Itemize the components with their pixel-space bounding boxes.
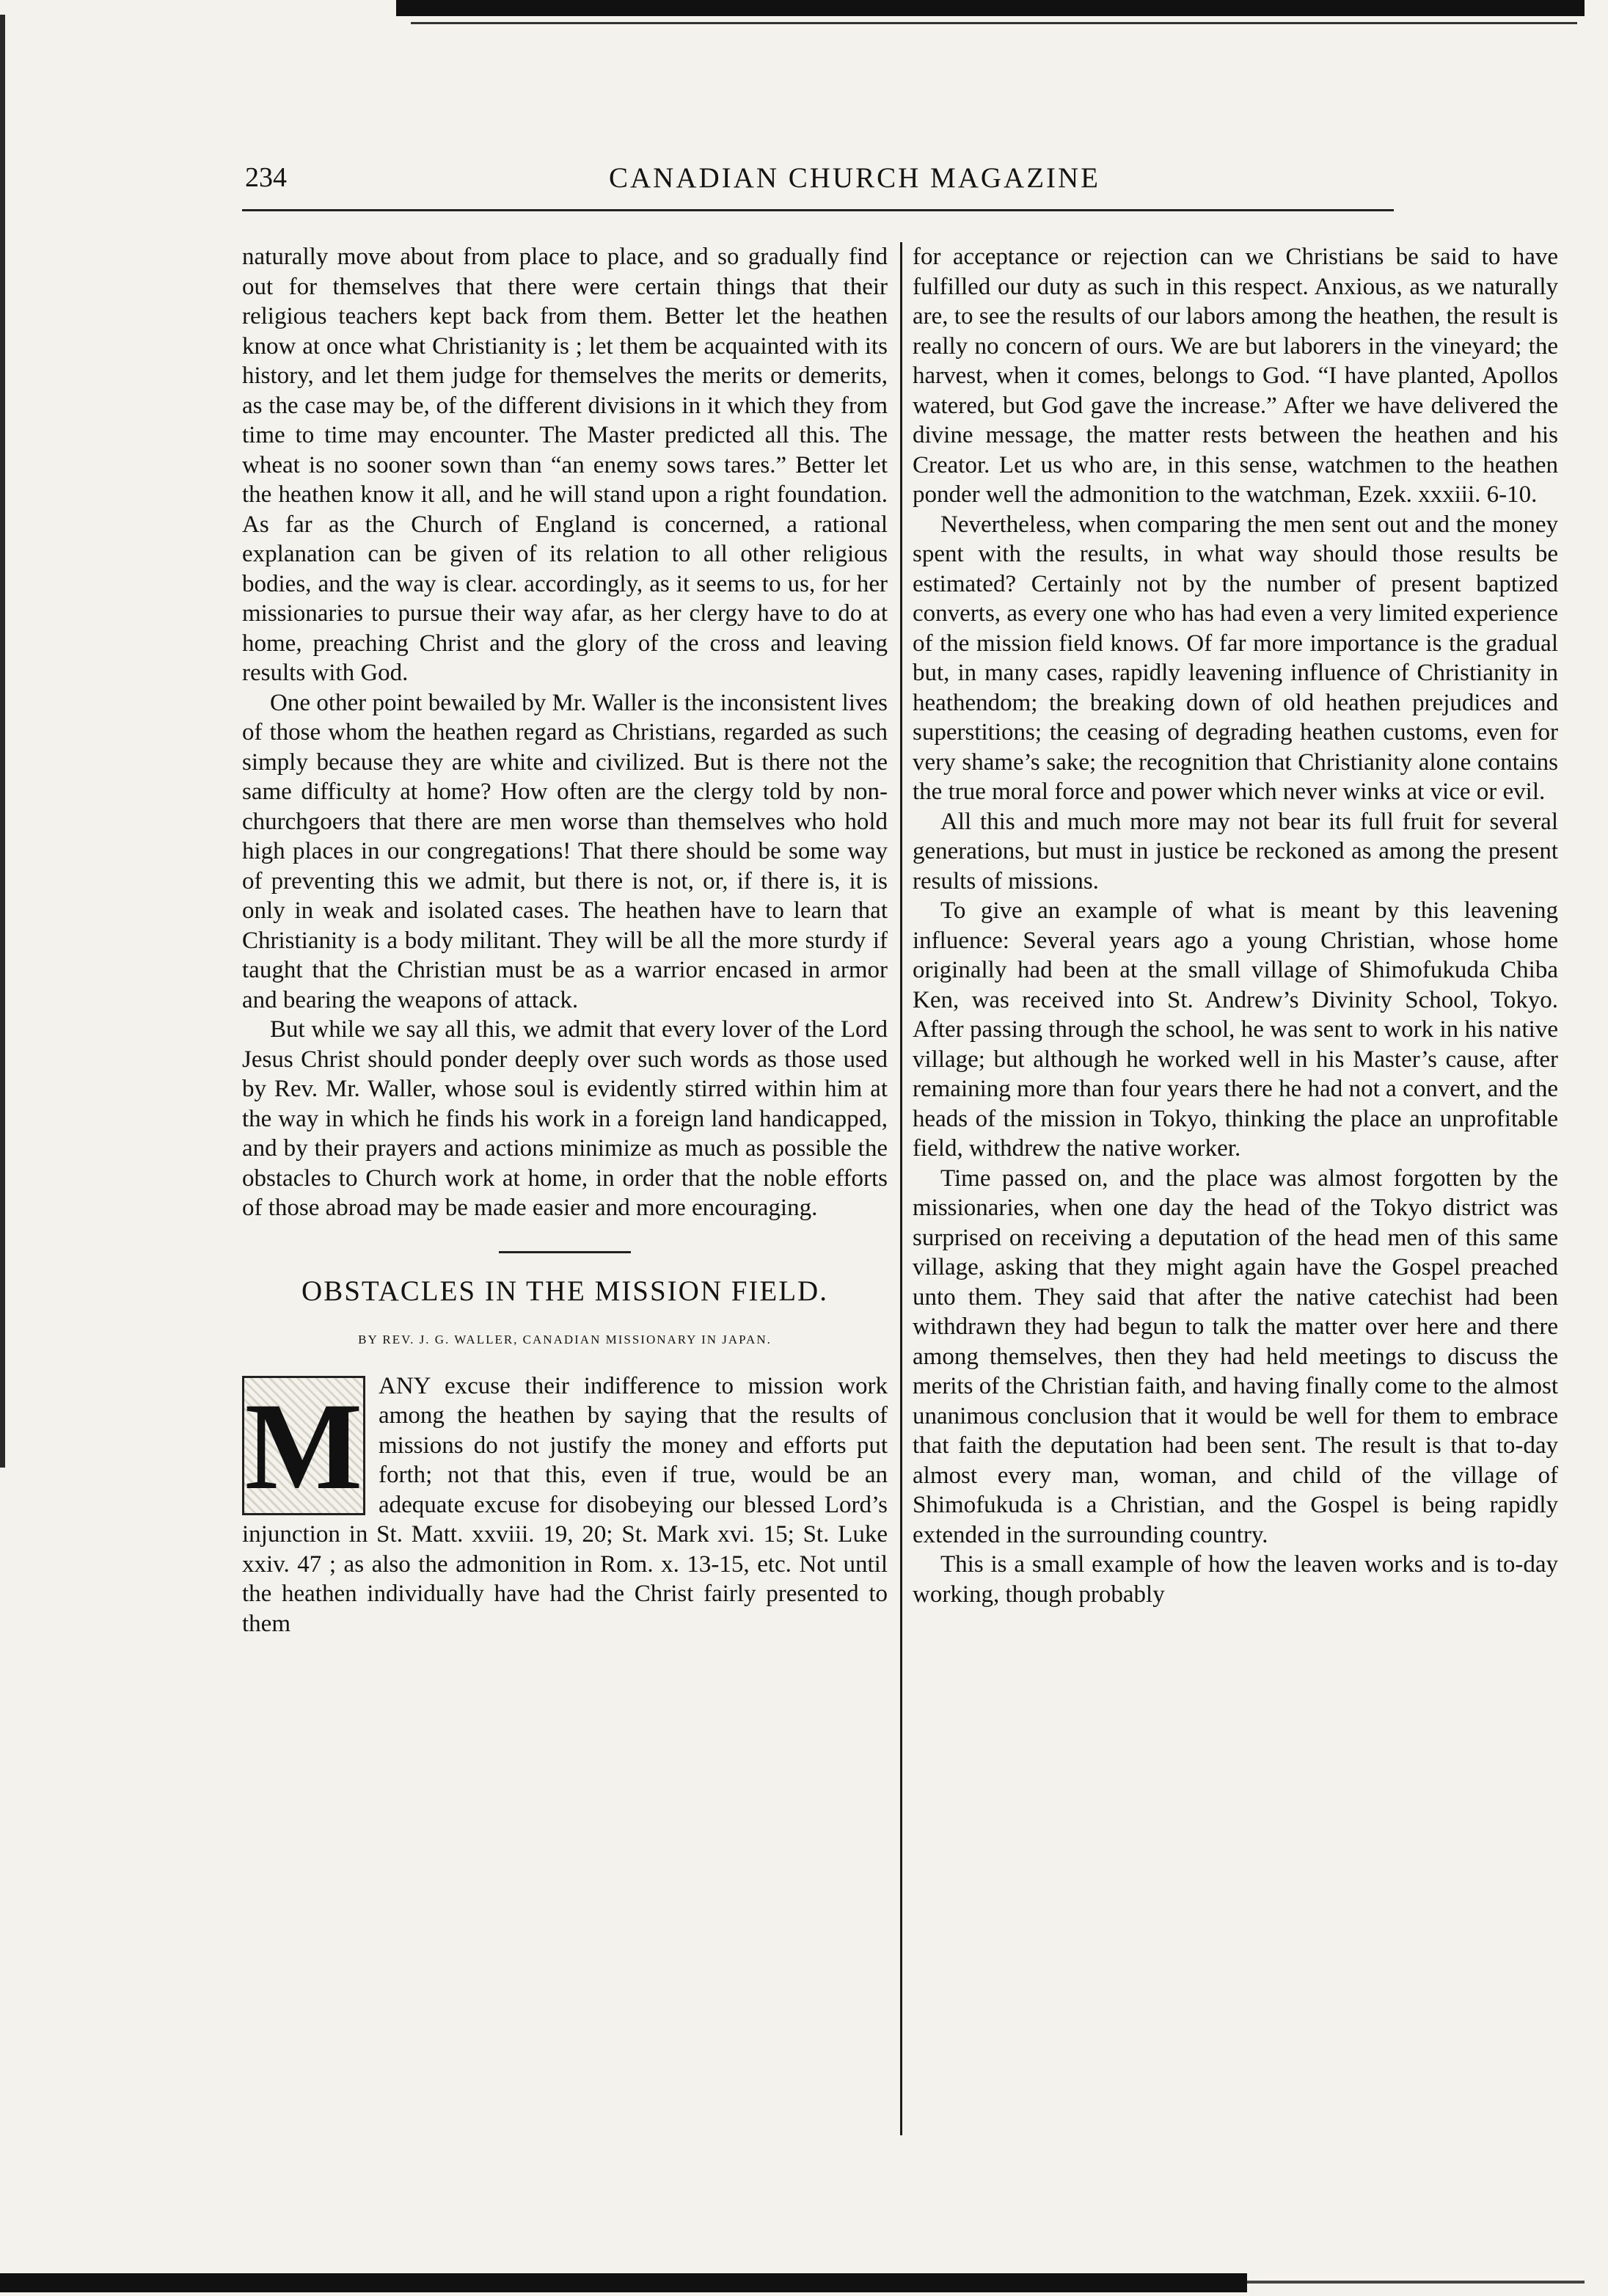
paragraph: To give an example of what is meant by this leavening influence: Several years ago a young Christian, whose home originally had been at the small village of Shimofukuda Chiba Ken, was received into St. Andrew’s Divinity School, Tokyo. After passing through the school, he was sent to work in his native village; but although he worked well in his Master’s cause, after remaining more than four years there he had not a convert, and the heads of the mission in Tokyo, thinking the place an unprofitable field, withdrew the native worker. bbox=[913, 897, 1558, 1162]
paragraph: naturally move about from place to place, and so gradually find out for themselves that there were certain things that their religious teachers kept back from them. Better let the heathen know at once what Christianity is ; let them be acquainted with its history, and let them judge for themselves the merits or demerits, as the case may be, of the different divisions in it which they from time to time may encounter. The Master predicted all this. The wheat is no sooner sown than “an enemy sows tares.” Better let the heathen know it all, and he will stand upon a right foundation. As far as the Church of England is concerned, a rational explanation can be given of its relation to all other religious bodies, and the way is clear. accordingly, as it seems to us, for her missionaries to pursue their way afar, as her clergy have to do at home, preaching Christ and the glory of the cross and leaving results with God. bbox=[242, 244, 888, 686]
scan-border-top-line bbox=[411, 22, 1577, 24]
article-title: OBSTACLES IN THE MISSION FIELD. bbox=[302, 1275, 828, 1307]
section-divider bbox=[499, 1251, 631, 1253]
scan-border-top bbox=[396, 0, 1585, 16]
running-title: CANADIAN CHURCH MAGAZINE bbox=[609, 162, 1100, 194]
left-column bbox=[242, 242, 888, 1639]
scan-border-bottom bbox=[0, 2273, 1247, 2292]
decorative-drop-cap bbox=[242, 1376, 365, 1515]
header-rule bbox=[242, 209, 1394, 211]
scan-border-bottom-line bbox=[1247, 2281, 1585, 2284]
paragraph: All this and much more may not bear its full fruit for several generations, but must in justice be reckoned as among the present results of missions. bbox=[913, 808, 1558, 894]
paragraph: for acceptance or rejection can we Christians be said to have fulfilled our duty as such in this respect. Anxious, as we naturally are, to see the results of our labors among the heathen, the result is really no concern of ours. We are but laborers in the vineyard; the harvest, when it comes, belongs to God. “I have planted, Apollos watered, but God gave the increase.” After we have delivered the divine message, the matter rests between the heathen and his Creator. Let us who are, in this sense, watchmen to the heathen ponder well the admonition to the watchman, Ezek. xxxiii. 6-10. bbox=[913, 244, 1558, 508]
paragraph: This is a small example of how the leaven works and is to-day working, though probably bbox=[913, 1551, 1558, 1608]
scan-border-left bbox=[0, 15, 5, 1468]
page-number: 234 bbox=[245, 162, 287, 193]
article-opening-paragraph: ANY excuse their indifference to mission work among the heathen by saying that the results of missions do not justify the money and efforts put forth; not that this, even if true, would be an adequate excuse for disobeying our blessed Lord’s injunction in St. Matt. xxviii. 19, 20; St. Mark xvi. 15; St. Luke xxiv. 47 ; as also the admonition in Rom. x. 13-15, etc. Not until the heathen individually have had the Christ fairly presented to them bbox=[242, 1372, 888, 1637]
column-divider bbox=[900, 242, 902, 2135]
paragraph: One other point bewailed by Mr. Waller is the inconsistent lives of those whom the heathen regard as Christians, regarded as such simply because they are white and civilized. But is there not the same difficulty at home? How often are the clergy told by non-churchgoers that there are men worse than themselves who hold high places in our congregations! That there should be some way of preventing this we admit, but there is not, or, if there is, it is only in weak and isolated cases. The heathen have to learn that Christianity is a body militant. They will be all the more sturdy if taught that the Christian must be as a warrior encased in armor and bearing the weapons of attack. bbox=[242, 689, 888, 1013]
paragraph: Nevertheless, when comparing the men sent out and the money spent with the results, in what way should those results be estimated? Certainly not by the number of present baptized converts, as every one who has had even a very limited experience of the mission field knows. Of far more importance is the gradual but, in many cases, rapidly leavening influence of Christianity in heathendom; the breaking down of old heathen prejudices and superstitions; the ceasing of degrading heathen customs, even for very shame’s sake; the recognition that Christianity alone contains the true moral force and power which never winks at vice or evil. bbox=[913, 511, 1558, 805]
drop-cap-letter: M bbox=[244, 1377, 363, 1515]
paragraph: But while we say all this, we admit that every lover of the Lord Jesus Christ should ponder deeply over such words as those used by Rev. Mr. Waller, whose soul is evidently stirred within him at the way in which he finds his work in a foreign land handicapped, and by their prayers and actions minimize as much as possible the obstacles to Church work at home, in order that the noble efforts of those abroad may be made easier and more encouraging. bbox=[242, 1016, 888, 1221]
paragraph: Time passed on, and the place was almost forgotten by the missionaries, when one day the head of the Tokyo district was surprised on receiving a deputation of the head men of this same village, asking that they might again have the Gospel preached unto them. They said that after the native catechist had been withdrawn they had begun to talk the matter over here and there among themselves, then they had held meetings to discuss the merits of the Christian faith, and having finally come to the almost unanimous conclusion that it would be well for them to embrace that faith the deputation had been sent. The result is that to-day almost every man, woman, and child of the village of Shimofukuda is a Christian, and the Gospel is being rapidly extended in the surrounding country. bbox=[913, 1165, 1558, 1548]
article-byline: BY REV. J. G. WALLER, CANADIAN MISSIONARY IN JAPAN. bbox=[358, 1333, 772, 1346]
right-column bbox=[913, 242, 1558, 1609]
